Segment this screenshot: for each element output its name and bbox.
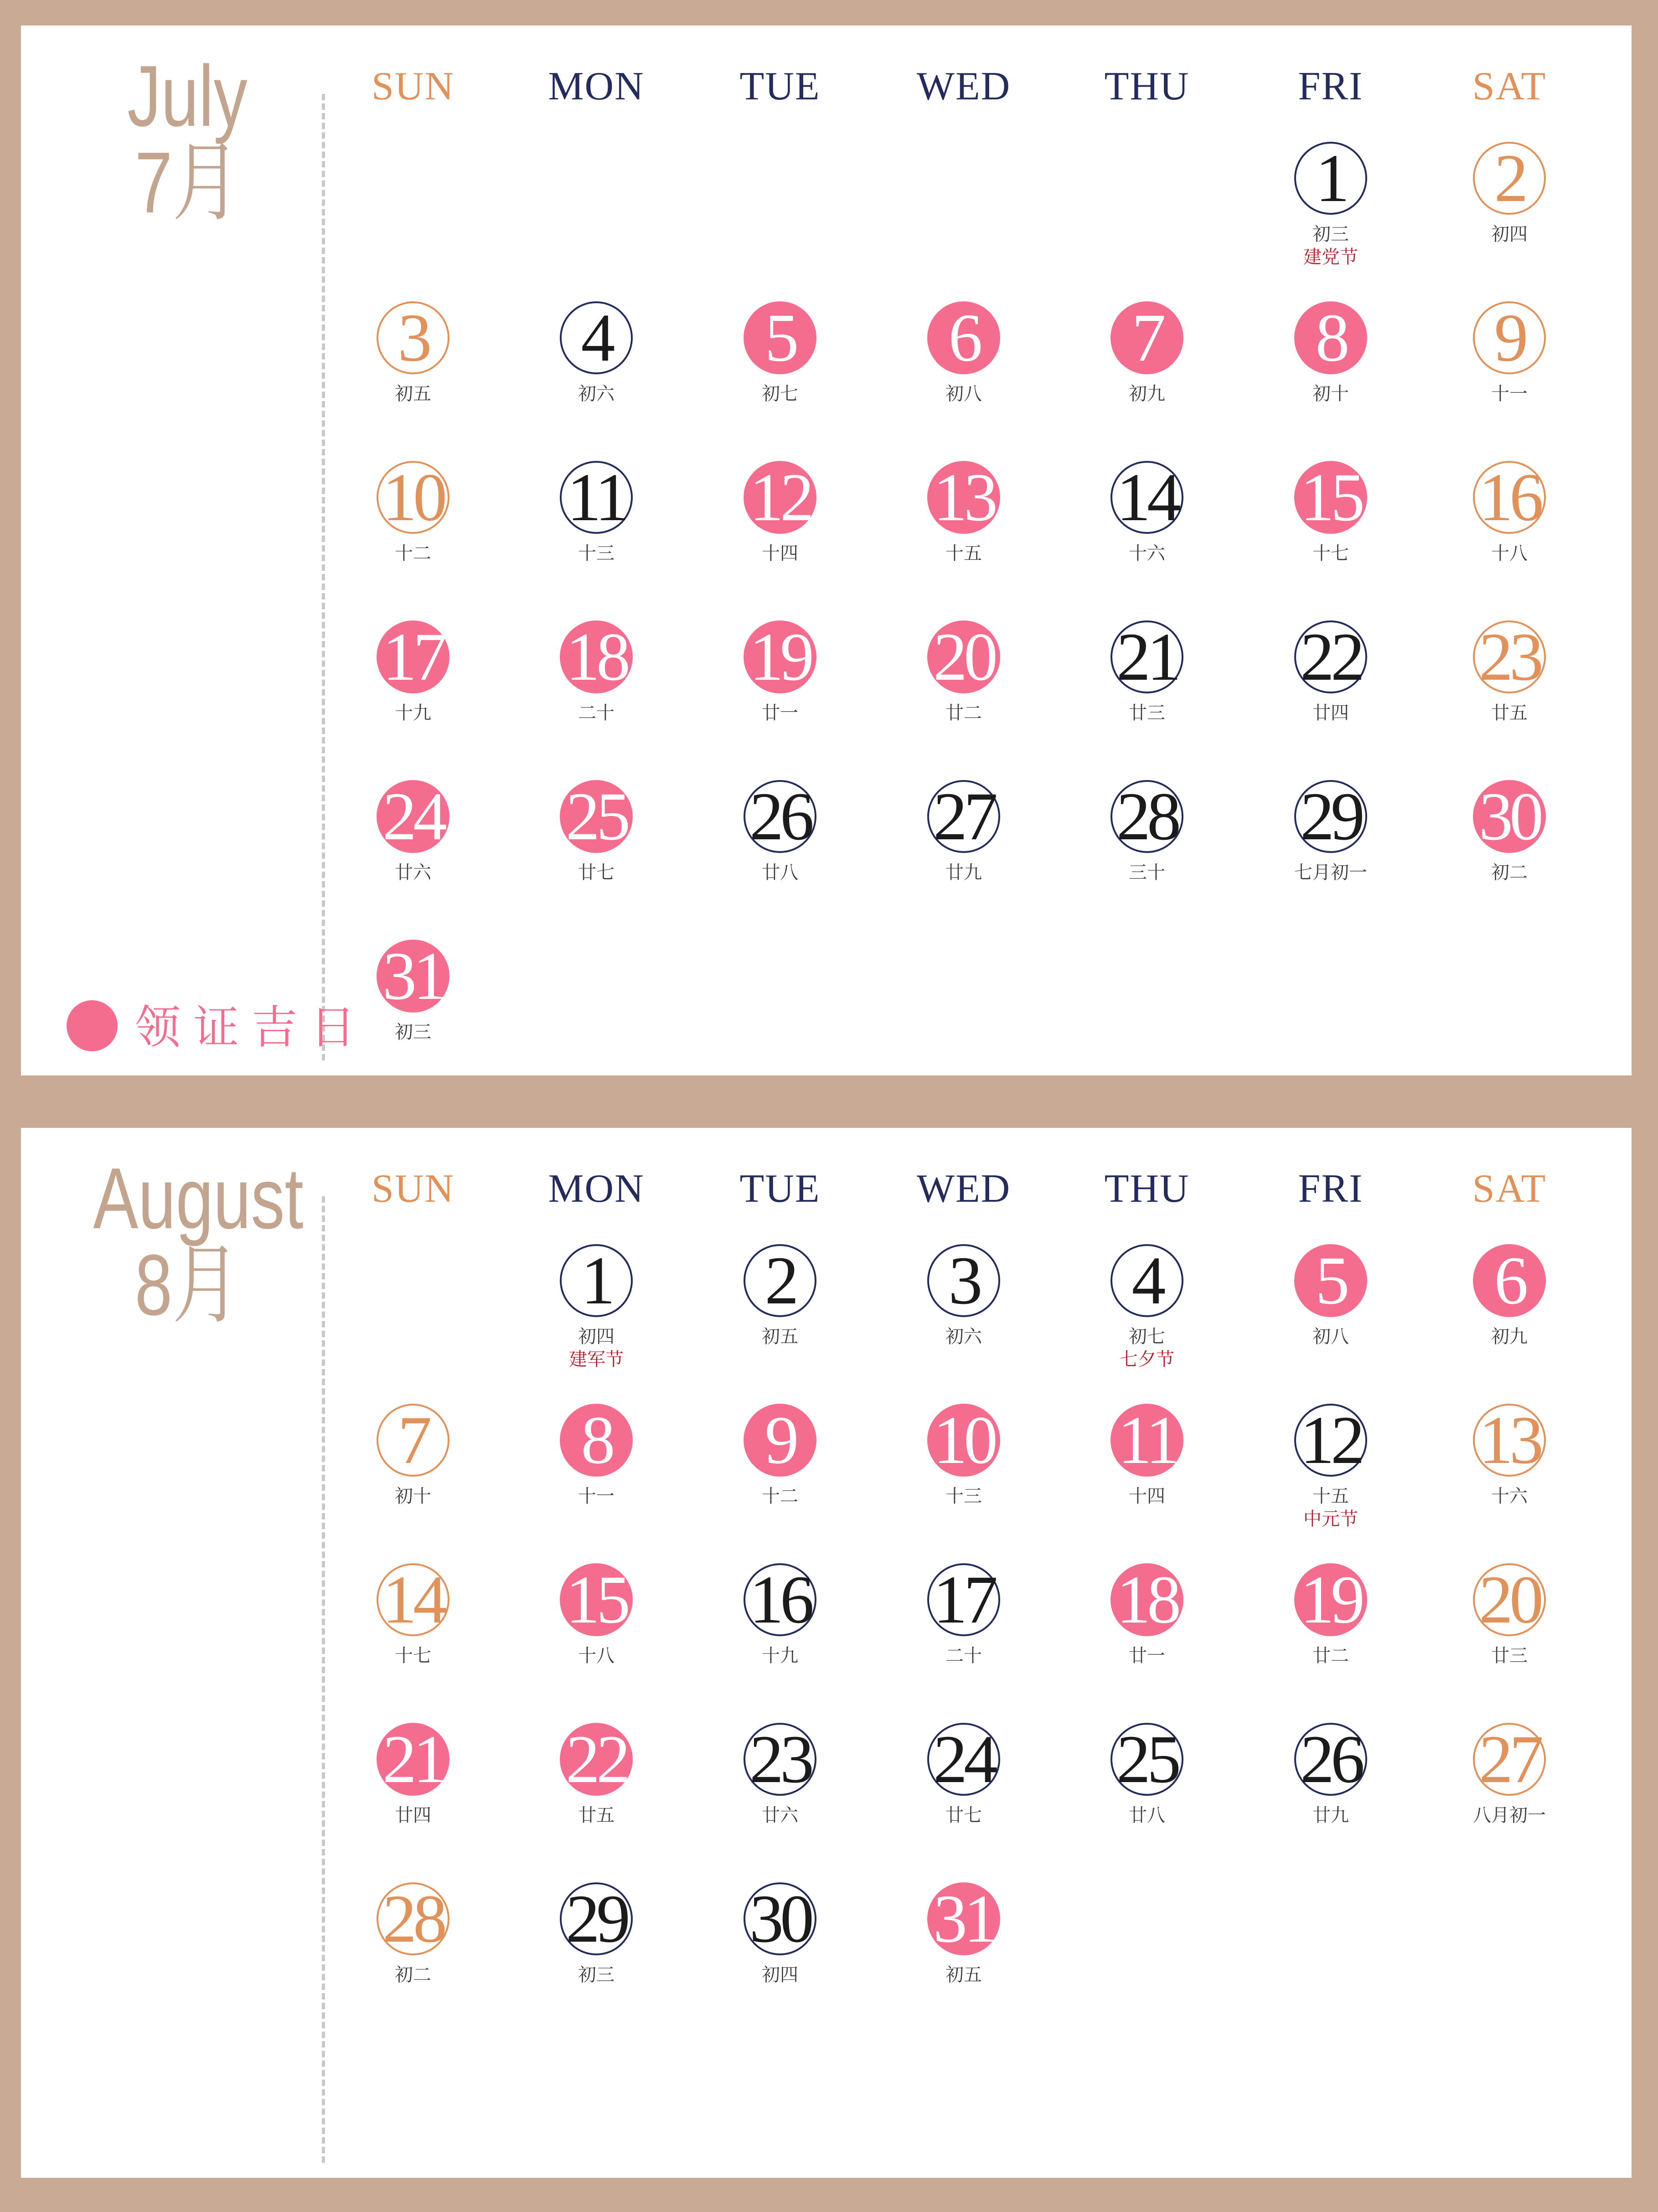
lucky-day-badge xyxy=(1110,1563,1183,1636)
lunar-date: 十七 xyxy=(395,1645,431,1666)
day-cell[interactable] xyxy=(873,1723,1055,1827)
day-number: 4 xyxy=(1131,1243,1162,1318)
day-cell[interactable] xyxy=(1418,780,1601,884)
weekday-header-mon: MON xyxy=(548,64,645,109)
day-number-ring xyxy=(1473,461,1546,534)
day-number: 20 xyxy=(933,619,994,695)
legend-label: 领证吉日 xyxy=(135,1001,368,1054)
day-cell[interactable] xyxy=(505,1563,687,1667)
lunar-date: 十八 xyxy=(1491,543,1528,564)
lunar-date: 二十 xyxy=(945,1645,982,1666)
day-number: 2 xyxy=(1494,140,1525,216)
day-cell[interactable] xyxy=(1240,461,1422,565)
day-number: 5 xyxy=(1315,1243,1346,1318)
day-cell[interactable] xyxy=(873,301,1055,405)
day-number: 18 xyxy=(566,619,627,695)
day-cell[interactable] xyxy=(689,1563,871,1667)
lunar-date: 十九 xyxy=(395,703,431,724)
day-number: 21 xyxy=(1116,619,1178,695)
lucky-day-badge xyxy=(1294,461,1367,534)
day-cell[interactable] xyxy=(1418,1404,1601,1508)
day-number-ring xyxy=(744,780,816,853)
lunar-date: 七月初一 xyxy=(1294,862,1367,883)
day-cell[interactable] xyxy=(1240,780,1422,884)
lunar-date: 廿九 xyxy=(945,862,982,883)
day-cell[interactable] xyxy=(1240,301,1422,405)
lunar-date: 初二 xyxy=(395,1964,431,1985)
lucky-day-badge xyxy=(377,1723,449,1796)
lunar-date: 廿七 xyxy=(945,1805,982,1826)
day-number: 5 xyxy=(764,300,795,376)
day-number: 17 xyxy=(933,1562,994,1638)
lucky-day-badge xyxy=(560,620,633,693)
lunar-date: 初十 xyxy=(395,1486,431,1507)
day-number: 8 xyxy=(581,1402,612,1478)
day-number: 4 xyxy=(581,300,612,376)
lunar-date: 十五 xyxy=(945,543,982,564)
day-cell[interactable] xyxy=(873,1563,1055,1667)
lunar-date: 二十 xyxy=(578,703,615,724)
lunar-date: 初九 xyxy=(1491,1326,1528,1347)
festival-label: 七夕节 xyxy=(1120,1349,1174,1370)
lunar-date: 十二 xyxy=(762,1486,798,1507)
lucky-day-badge xyxy=(1473,1244,1546,1317)
day-cell[interactable] xyxy=(1418,1723,1601,1827)
day-number-ring xyxy=(377,301,449,374)
lunar-date: 廿二 xyxy=(945,703,982,724)
day-cell[interactable] xyxy=(505,1882,687,1986)
day-cell[interactable] xyxy=(689,1404,871,1508)
day-number: 6 xyxy=(1494,1243,1525,1318)
day-number: 7 xyxy=(398,1402,429,1478)
day-cell[interactable] xyxy=(322,620,504,724)
day-number: 26 xyxy=(1300,1721,1361,1797)
day-number: 20 xyxy=(1479,1562,1540,1638)
lunar-date: 廿六 xyxy=(395,862,431,883)
day-number: 29 xyxy=(566,1881,627,1957)
lunar-date: 初七 xyxy=(762,383,798,404)
lunar-date: 初三 xyxy=(578,1964,615,1985)
day-number: 10 xyxy=(933,1402,994,1478)
lucky-day-badge xyxy=(744,1404,816,1477)
day-cell[interactable] xyxy=(505,1404,687,1508)
lucky-day-badge xyxy=(927,1404,1000,1477)
lucky-day-badge xyxy=(377,940,449,1013)
lunar-date: 初五 xyxy=(945,1964,982,1985)
lunar-date: 十四 xyxy=(1129,1486,1165,1507)
day-number-ring xyxy=(1473,1404,1546,1477)
lunar-date: 廿一 xyxy=(762,703,798,724)
lucky-day-badge xyxy=(1294,301,1367,374)
day-cell[interactable] xyxy=(689,620,871,724)
day-number: 28 xyxy=(382,1881,444,1957)
day-number: 30 xyxy=(1479,779,1540,854)
lunar-date: 八月初一 xyxy=(1473,1805,1546,1826)
lucky-day-badge xyxy=(1294,1244,1367,1317)
day-cell[interactable] xyxy=(1418,1563,1601,1667)
day-cell[interactable] xyxy=(1056,1244,1238,1371)
day-number-ring xyxy=(1294,1404,1367,1477)
lucky-day-badge xyxy=(927,1882,1000,1955)
day-cell[interactable] xyxy=(322,780,504,884)
day-cell[interactable] xyxy=(505,301,687,405)
festival-label: 建党节 xyxy=(1303,247,1358,268)
day-number: 16 xyxy=(1479,460,1540,535)
lunar-date: 初五 xyxy=(762,1326,798,1347)
month-title-en: August xyxy=(93,1150,304,1247)
day-number: 22 xyxy=(566,1721,627,1797)
day-number: 23 xyxy=(749,1721,811,1797)
day-number: 12 xyxy=(1300,1402,1361,1478)
month-title-en: July xyxy=(127,48,248,145)
day-number: 19 xyxy=(749,619,811,695)
lunar-date: 十四 xyxy=(762,543,798,564)
day-number-ring xyxy=(377,461,449,534)
day-cell[interactable] xyxy=(1240,1404,1422,1530)
day-cell[interactable] xyxy=(505,620,687,724)
lunar-date: 廿三 xyxy=(1491,1645,1528,1666)
lunar-date: 十三 xyxy=(945,1486,982,1507)
day-number: 31 xyxy=(933,1881,994,1957)
lucky-day-badge xyxy=(927,461,1000,534)
lunar-date: 初三 xyxy=(395,1022,431,1043)
day-number-ring xyxy=(1110,1244,1183,1317)
day-number: 3 xyxy=(398,300,429,376)
day-cell[interactable] xyxy=(1056,1404,1238,1508)
day-number: 1 xyxy=(581,1243,612,1318)
day-cell[interactable] xyxy=(505,461,687,565)
day-number-ring xyxy=(1294,142,1367,215)
lunar-date: 初七 xyxy=(1129,1326,1165,1347)
day-cell[interactable] xyxy=(1240,142,1422,269)
lunar-date: 十一 xyxy=(578,1486,615,1507)
day-number-ring xyxy=(1110,461,1183,534)
lunar-date: 廿三 xyxy=(1129,703,1165,724)
day-number: 7 xyxy=(1131,300,1162,376)
august-calendar-panel xyxy=(21,1128,1632,2178)
weekday-header-tue: TUE xyxy=(739,1167,821,1211)
weekday-header-wed: WED xyxy=(916,64,1011,109)
lucky-day-badge xyxy=(560,1404,633,1477)
weekday-header-fri: FRI xyxy=(1298,64,1364,109)
lunar-date: 十七 xyxy=(1312,543,1349,564)
day-number: 27 xyxy=(1479,1721,1540,1797)
lucky-day-badge xyxy=(927,301,1000,374)
day-number: 14 xyxy=(382,1562,444,1638)
day-cell[interactable] xyxy=(689,461,871,565)
day-number: 24 xyxy=(382,779,444,854)
lucky-day-badge xyxy=(560,780,633,853)
lucky-day-badge xyxy=(744,301,816,374)
lucky-day-dot-icon xyxy=(67,1000,118,1051)
weekday-header-mon: MON xyxy=(548,1167,645,1211)
day-number: 11 xyxy=(567,460,626,535)
lunar-date: 廿四 xyxy=(1312,703,1349,724)
day-cell[interactable] xyxy=(1240,1723,1422,1827)
day-number: 28 xyxy=(1116,779,1178,854)
day-cell[interactable] xyxy=(873,1882,1055,1986)
day-number-ring xyxy=(560,301,633,374)
day-number: 27 xyxy=(933,779,994,854)
day-number-ring xyxy=(560,1882,633,1955)
day-number: 25 xyxy=(1116,1721,1178,1797)
lunar-date: 十一 xyxy=(1491,383,1528,404)
lunar-date: 初二 xyxy=(1491,862,1528,883)
lunar-date: 廿二 xyxy=(1312,1645,1349,1666)
day-number-ring xyxy=(1294,1723,1367,1796)
day-number-ring xyxy=(1294,620,1367,693)
weekday-header-sat: SAT xyxy=(1472,64,1547,109)
day-cell[interactable] xyxy=(873,1244,1055,1348)
day-cell[interactable] xyxy=(689,1244,871,1348)
day-cell[interactable] xyxy=(873,461,1055,565)
lunar-date: 廿七 xyxy=(578,862,615,883)
weekday-header-thu: THU xyxy=(1104,64,1190,109)
day-number-ring xyxy=(1473,1723,1546,1796)
day-number-ring xyxy=(927,780,1000,853)
day-cell[interactable] xyxy=(1418,301,1601,405)
day-number: 8 xyxy=(1315,300,1346,376)
day-number: 13 xyxy=(933,460,994,535)
day-cell[interactable] xyxy=(1056,1723,1238,1827)
day-number: 31 xyxy=(382,938,444,1014)
day-cell[interactable] xyxy=(1418,1244,1601,1348)
day-number-ring xyxy=(377,1404,449,1477)
day-cell[interactable] xyxy=(1240,1563,1422,1667)
day-cell[interactable] xyxy=(1240,620,1422,724)
weekday-header-sat: SAT xyxy=(1472,1167,1547,1211)
day-number-ring xyxy=(744,1244,816,1317)
day-number-ring xyxy=(1110,620,1183,693)
day-number-ring xyxy=(744,1563,816,1636)
day-cell[interactable] xyxy=(322,940,504,1044)
weekday-header-wed: WED xyxy=(916,1167,1011,1211)
day-number: 17 xyxy=(382,619,444,695)
day-cell[interactable] xyxy=(689,1723,871,1827)
day-number-ring xyxy=(1473,620,1546,693)
day-cell[interactable] xyxy=(505,1723,687,1827)
lucky-day-badge xyxy=(744,461,816,534)
dashed-divider xyxy=(322,1196,325,2163)
day-number: 11 xyxy=(1117,1402,1177,1478)
day-number: 14 xyxy=(1116,460,1178,535)
festival-label: 中元节 xyxy=(1303,1509,1358,1530)
day-number: 9 xyxy=(1494,300,1525,376)
lucky-day-badge xyxy=(1473,780,1546,853)
july-calendar-panel xyxy=(21,26,1632,1075)
day-number: 25 xyxy=(566,779,627,854)
lunar-date: 三十 xyxy=(1129,862,1165,883)
festival-label: 建军节 xyxy=(569,1349,624,1370)
day-cell[interactable] xyxy=(322,1882,504,1986)
lunar-date: 初六 xyxy=(945,1326,982,1347)
lunar-date: 廿八 xyxy=(1129,1805,1165,1826)
day-cell[interactable] xyxy=(1418,620,1601,724)
day-number: 18 xyxy=(1116,1562,1178,1638)
weekday-header-tue: TUE xyxy=(739,64,821,109)
lunar-date: 初四 xyxy=(578,1326,615,1347)
day-cell[interactable] xyxy=(322,461,504,565)
weekday-header-fri: FRI xyxy=(1298,1167,1364,1211)
lunar-date: 初八 xyxy=(1312,1326,1349,1347)
day-number-ring xyxy=(377,1563,449,1636)
lunar-date: 初三 xyxy=(1312,224,1349,245)
day-number: 16 xyxy=(749,1562,811,1638)
lunar-date: 十九 xyxy=(762,1645,798,1666)
lunar-date: 廿六 xyxy=(762,1805,798,1826)
day-number-ring xyxy=(744,1882,816,1955)
day-number-ring xyxy=(927,1244,1000,1317)
lunar-date: 廿九 xyxy=(1312,1805,1349,1826)
day-number: 29 xyxy=(1300,779,1361,854)
lucky-day-badge xyxy=(1294,1563,1367,1636)
month-title-cn: 8月 xyxy=(134,1237,240,1333)
lucky-day-badge xyxy=(377,780,449,853)
day-number-ring xyxy=(1110,780,1183,853)
lunar-date: 初九 xyxy=(1129,383,1165,404)
day-cell[interactable] xyxy=(322,1723,504,1827)
day-number-ring xyxy=(1473,301,1546,374)
day-number-ring xyxy=(744,1723,816,1796)
month-title-cn: 7月 xyxy=(134,134,240,231)
day-cell[interactable] xyxy=(505,1244,687,1371)
lunar-date: 初四 xyxy=(1491,224,1528,245)
day-number-ring xyxy=(927,1563,1000,1636)
day-number: 13 xyxy=(1479,1402,1540,1478)
lucky-day-badge xyxy=(744,620,816,693)
day-number: 15 xyxy=(566,1562,627,1638)
day-number-ring xyxy=(1473,142,1546,215)
day-cell[interactable] xyxy=(873,620,1055,724)
lunar-date: 初四 xyxy=(762,1964,798,1985)
day-number: 21 xyxy=(382,1721,444,1797)
lunar-date: 廿八 xyxy=(762,862,798,883)
lunar-date: 廿一 xyxy=(1129,1645,1165,1666)
day-cell[interactable] xyxy=(1418,142,1601,246)
day-number: 1 xyxy=(1315,140,1346,216)
day-cell[interactable] xyxy=(689,780,871,884)
day-number: 12 xyxy=(749,460,811,535)
day-number: 15 xyxy=(1300,460,1361,535)
day-number-ring xyxy=(927,1723,1000,1796)
day-cell[interactable] xyxy=(689,301,871,405)
lunar-date: 十二 xyxy=(395,543,431,564)
day-cell[interactable] xyxy=(1056,1563,1238,1667)
day-number-ring xyxy=(560,1244,633,1317)
day-cell[interactable] xyxy=(689,1882,871,1986)
day-number: 3 xyxy=(948,1243,979,1318)
day-cell[interactable] xyxy=(1056,620,1238,724)
lunar-date: 十三 xyxy=(578,543,615,564)
lucky-day-badge xyxy=(1110,301,1183,374)
day-cell[interactable] xyxy=(1418,461,1601,565)
day-number-ring xyxy=(1110,1723,1183,1796)
day-cell[interactable] xyxy=(1056,780,1238,884)
dashed-divider xyxy=(322,94,325,1060)
day-number: 22 xyxy=(1300,619,1361,695)
day-number: 9 xyxy=(764,1402,795,1478)
lunar-date: 初八 xyxy=(945,383,982,404)
lucky-day-badge xyxy=(377,620,449,693)
lucky-day-badge xyxy=(560,1563,633,1636)
day-number: 26 xyxy=(749,779,811,854)
lunar-date: 廿五 xyxy=(578,1805,615,1826)
day-cell[interactable] xyxy=(322,1404,504,1508)
day-number: 24 xyxy=(933,1721,994,1797)
lunar-date: 十六 xyxy=(1129,543,1165,564)
day-cell[interactable] xyxy=(322,301,504,405)
lucky-day-badge xyxy=(1110,1404,1183,1477)
day-number: 6 xyxy=(948,300,979,376)
lucky-day-badge xyxy=(927,620,1000,693)
weekday-header-sun: SUN xyxy=(371,64,455,109)
day-cell[interactable] xyxy=(873,1404,1055,1508)
day-number-ring xyxy=(377,1882,449,1955)
day-cell[interactable] xyxy=(505,780,687,884)
day-number-ring xyxy=(1473,1563,1546,1636)
day-cell[interactable] xyxy=(1240,1244,1422,1348)
lunar-date: 十六 xyxy=(1491,1486,1528,1507)
day-number: 2 xyxy=(764,1243,795,1318)
day-cell[interactable] xyxy=(322,1563,504,1667)
day-number-ring xyxy=(560,461,633,534)
day-cell[interactable] xyxy=(873,780,1055,884)
lunar-date: 初五 xyxy=(395,383,431,404)
lunar-date: 十八 xyxy=(578,1645,615,1666)
day-number: 10 xyxy=(382,460,444,535)
day-number: 19 xyxy=(1300,1562,1361,1638)
day-cell[interactable] xyxy=(1056,301,1238,405)
weekday-header-thu: THU xyxy=(1104,1167,1190,1211)
lunar-date: 初十 xyxy=(1312,383,1349,404)
weekday-header-sun: SUN xyxy=(371,1167,455,1211)
day-number: 23 xyxy=(1479,619,1540,695)
lunar-date: 初六 xyxy=(578,383,615,404)
day-cell[interactable] xyxy=(1056,461,1238,565)
lunar-date: 廿五 xyxy=(1491,703,1528,724)
lucky-day-badge xyxy=(560,1723,633,1796)
lunar-date: 廿四 xyxy=(395,1805,431,1826)
lunar-date: 十五 xyxy=(1312,1486,1349,1507)
day-number: 30 xyxy=(749,1881,811,1957)
day-number-ring xyxy=(1294,780,1367,853)
